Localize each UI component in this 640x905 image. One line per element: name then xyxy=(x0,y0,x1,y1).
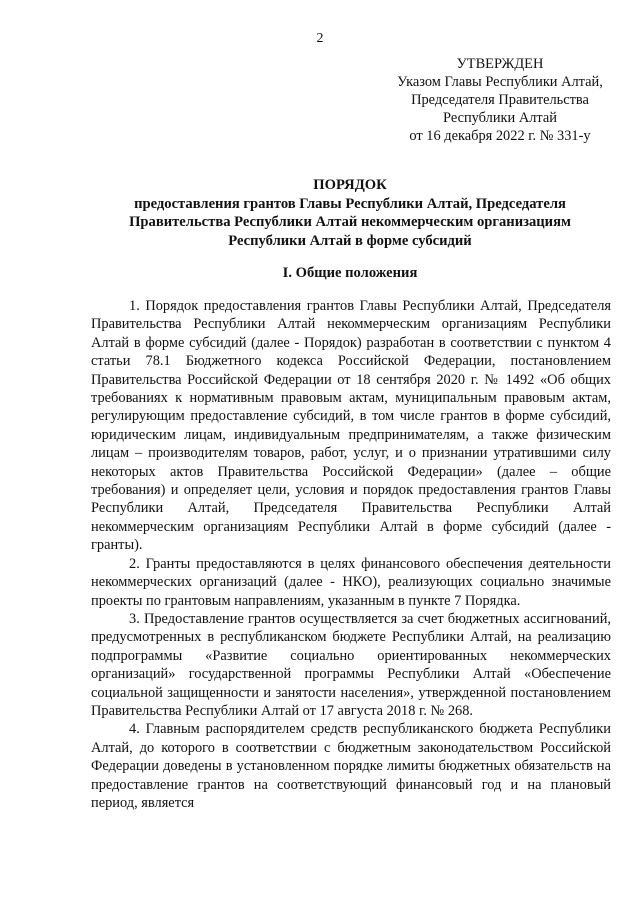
title-line: Республики Алтай в форме субсидий xyxy=(228,232,472,249)
title-line: Правительства Республики Алтай некоммерческим организациям xyxy=(129,214,571,230)
document-body xyxy=(91,297,611,812)
approval-line: УТВЕРЖДЕН xyxy=(456,56,544,72)
title-word: ПОРЯДОК xyxy=(313,177,387,193)
paragraph: 2. Гранты предоставляются в целях финансового обеспечения деятельности некоммерческих организаций (далее - НКО), реализующих социально значимые проекты по грантовым направлениям, указанным в пункте 7 Порядка. xyxy=(91,555,611,609)
approval-stamp xyxy=(380,55,620,145)
document-title xyxy=(80,176,620,250)
paragraph: 1. Порядок предоставления грантов Главы Республики Алтай, Председателя Правительства Республики Алтай некоммерческим организациям Республики Алтай в форме субсидий (далее - Порядок) разработан в соответствии с пунктом 4 статьи 78.1 Бюджетного кодекса Российской Федерации, постановлением Правительства Российской Федерации от 18 сентября 2020 г. № 1492 «Об общих требованиях к нормативным правовым актам, муниципальным правовым актам, регулирующим предоставление субсидий, в том числе грантов в форме субсидий, юридическим лицам, индивидуальным предпринимателям, а также физическим лицам – производителям товаров, работ, услуг, и о признании утратившими силу некоторых актов Правительства Российской Федерации» (далее – общие требования) и определяет цели, условия и порядок предоставления грантов Главы Республики Алтай, Председателя Правительства Республики Алтай некоммерческим организациям Республики Алтай в форме субсидий (далее - гранты). xyxy=(91,298,611,554)
approval-line: от 16 декабря 2022 г. № 331-у xyxy=(409,128,591,144)
paragraph: 4. Главным распорядителем средств республиканского бюджета Республики Алтай, до которого в соответствии с бюджетным законодательством Российской Федерации доведены в установленном порядке лимиты бюджетных обязательств на предоставление грантов на соответствующий финансовый год и на плановый период, является xyxy=(91,721,611,811)
approval-line: Председателя Правительства xyxy=(411,92,589,108)
title-line: предоставления грантов Главы Республики Алтай, Председателя xyxy=(134,195,566,212)
paragraph: 3. Предоставление грантов осуществляется за счет бюджетных ассигнований, предусмотренных в республиканском бюджете Республики Алтай, на реализацию подпрограммы «Развитие социально ориентированных некоммерческих организаций» государственной программы Республики Алтай «Обеспечение социальной защищенности и занятости населения», утвержденной постановлением Правительства Республики Алтай от 17 августа 2018 г. № 268. xyxy=(91,610,611,719)
approval-line: Республики Алтай xyxy=(443,110,557,126)
approval-line: Указом Главы Республики Алтай, xyxy=(397,74,603,90)
page-number: 2 xyxy=(316,31,324,46)
section-heading: I. Общие положения xyxy=(282,265,418,281)
